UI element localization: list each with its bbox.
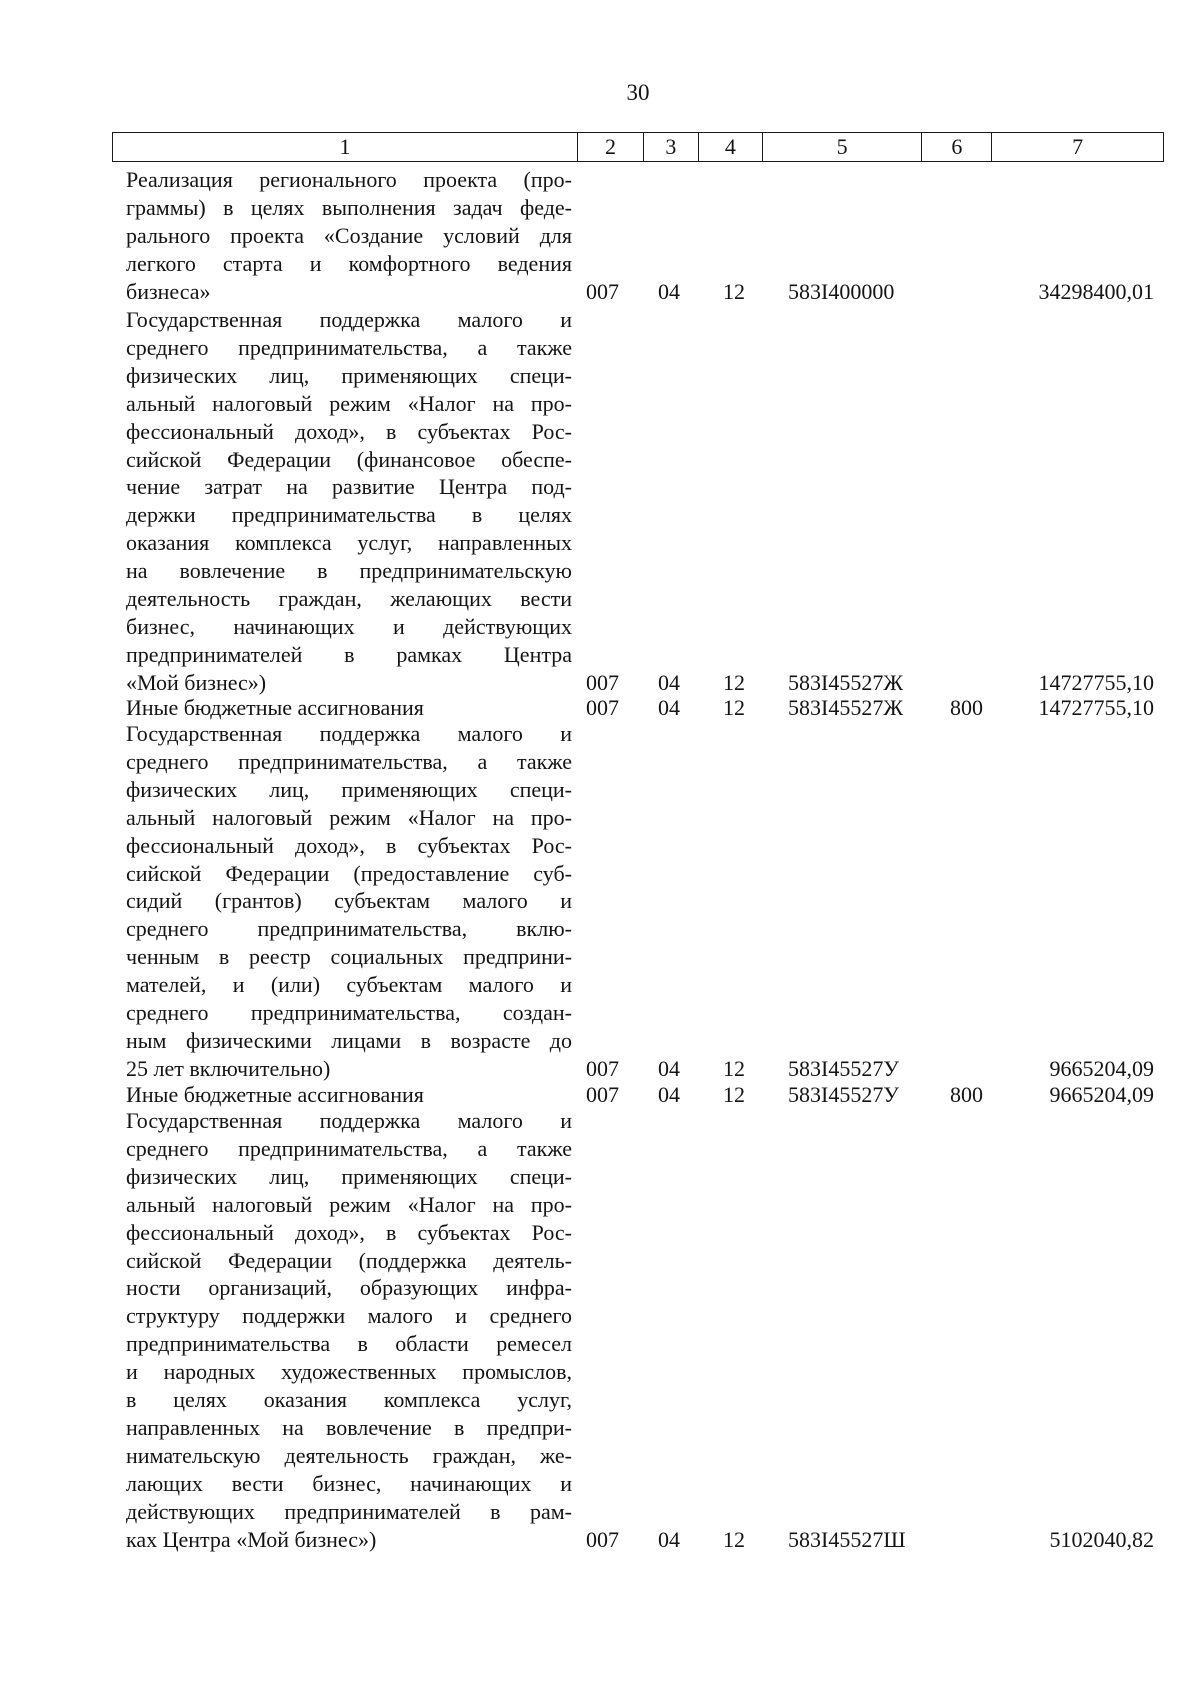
cell-col-7: 14727755,10 — [1038, 669, 1154, 695]
cell-col-3: 04 — [658, 695, 680, 720]
description-line: и народных художественных промыслов, — [126, 1359, 572, 1385]
cell-col-2: 007 — [586, 695, 619, 720]
description-line: деятельность граждан, желающих вести — [126, 586, 572, 612]
description-line: ченным в реестр социальных предприни- — [126, 944, 572, 970]
description-line: фессиональный доход», в субъектах Рос- — [126, 1219, 572, 1245]
description-line: в целях оказания комплекса услуг, — [126, 1387, 572, 1413]
description-line: среднего предпринимательства, а также — [126, 1135, 572, 1161]
cell-col-4: 12 — [723, 695, 745, 720]
cell-col-4: 12 — [723, 669, 745, 695]
description-line: ности организаций, образующих инфра- — [126, 1275, 572, 1301]
description-line: 25 лет включительно) — [126, 1055, 331, 1081]
description-line: чение затрат на развитие Центра под- — [126, 474, 572, 500]
description-line: ным физическими лицами в возрасте до — [126, 1027, 572, 1053]
description-line: альный налоговый режим «Налог на про- — [126, 390, 572, 416]
description-line: нимательскую деятельность граждан, же- — [126, 1442, 572, 1468]
cell-col-3: 04 — [658, 1055, 680, 1081]
description-line: среднего предпринимательства, а также — [126, 334, 572, 360]
description-line: альный налоговый режим «Налог на про- — [126, 804, 572, 830]
header-col-7: 7 — [1072, 134, 1084, 159]
description-line: структуру поддержки малого и среднего — [126, 1303, 572, 1329]
header-col-1: 1 — [113, 133, 578, 161]
row-description — [126, 694, 572, 722]
cell-col-5: 583I400000 — [788, 278, 895, 304]
cell-col-3: 04 — [658, 669, 680, 695]
description-line: на вовлечение в предпринимательскую — [126, 558, 572, 584]
description-line: сийской Федерации (финансовое обеспе- — [126, 446, 572, 472]
description-line: действующих предпринимателей в рам- — [126, 1498, 572, 1524]
header-col-2: 2 — [578, 133, 644, 161]
cell-col-4: 12 — [723, 278, 745, 304]
description-line: физических лиц, применяющих специ- — [126, 1163, 572, 1189]
cell-col-3: 04 — [658, 1526, 680, 1552]
row-description — [126, 1107, 572, 1554]
description-line: Государственная поддержка малого и — [126, 721, 572, 746]
description-line: бизнеса» — [126, 278, 211, 304]
cell-col-6: 800 — [950, 1082, 983, 1107]
page-number: 30 — [626, 80, 650, 105]
cell-col-4: 12 — [723, 1082, 745, 1107]
description-line: оказания комплекса услуг, направленных — [126, 530, 572, 556]
description-line: Иные бюджетные ассигнования — [126, 1082, 424, 1107]
cell-col-3: 04 — [658, 1082, 680, 1107]
header-col-4: 4 — [699, 133, 763, 161]
description-line: направленных на вовлечение в предпри- — [126, 1414, 572, 1440]
description-line: фессиональный доход», в субъектах Рос- — [126, 832, 572, 858]
description-line: альный налоговый режим «Налог на про- — [126, 1191, 572, 1217]
cell-col-2: 007 — [586, 278, 619, 304]
cell-col-7: 9665204,09 — [1049, 1055, 1154, 1081]
description-line: среднего предпринимательства, вклю- — [126, 916, 572, 942]
description-line: «Мой бизнес») — [126, 669, 267, 695]
cell-col-2: 007 — [586, 1082, 619, 1107]
row-description — [126, 166, 572, 306]
description-line: Государственная поддержка малого и — [126, 1108, 572, 1133]
cell-col-4: 12 — [723, 1526, 745, 1552]
cell-col-5: 583I45527У — [788, 1082, 899, 1107]
description-line: держки предпринимательства в целях — [126, 502, 572, 528]
description-line: физических лиц, применяющих специ- — [126, 362, 572, 388]
description-line: сидий (грантов) субъектам малого и — [126, 888, 572, 914]
cell-col-2: 007 — [586, 1055, 619, 1081]
header-col-5: 5 — [763, 133, 923, 161]
description-line: сийской Федерации (поддержка деятель- — [126, 1247, 572, 1273]
header-col-3: 3 — [644, 133, 699, 161]
cell-col-7: 14727755,10 — [1038, 695, 1154, 720]
description-line: легкого старта и комфортного ведения — [126, 250, 572, 276]
cell-col-2: 007 — [586, 669, 619, 695]
cell-col-5: 583I45527У — [788, 1055, 899, 1081]
cell-col-3: 04 — [658, 278, 680, 304]
table-header — [112, 132, 1164, 162]
cell-col-7: 5102040,82 — [1049, 1526, 1154, 1552]
description-line: Реализация регионального проекта (про- — [126, 167, 572, 192]
cell-col-5: 583I45527Ш — [788, 1526, 906, 1552]
description-line: ках Центра «Мой бизнес») — [126, 1526, 377, 1552]
description-line: рального проекта «Создание условий для — [126, 222, 572, 248]
description-line: бизнес, начинающих и действующих — [126, 613, 572, 639]
header-col-6: 6 — [922, 133, 992, 161]
cell-col-6: 800 — [950, 695, 983, 720]
description-line: Иные бюджетные ассигнования — [126, 695, 424, 720]
description-line: мателей, и (или) субъектам малого и — [126, 972, 572, 998]
row-description — [126, 1081, 572, 1109]
row-description — [126, 306, 572, 697]
description-line: лающих вести бизнес, начинающих и — [126, 1470, 572, 1496]
description-line: фессиональный доход», в субъектах Рос- — [126, 418, 572, 444]
description-line: среднего предпринимательства, а также — [126, 748, 572, 774]
row-description — [126, 720, 572, 1083]
description-line: предпринимательства в области ремесел — [126, 1331, 572, 1357]
cell-col-5: 583I45527Ж — [788, 695, 904, 720]
description-line: предпринимателей в рамках Центра — [126, 641, 572, 667]
description-line: Государственная поддержка малого и — [126, 307, 572, 332]
description-line: среднего предпринимательства, создан- — [126, 1000, 572, 1026]
cell-col-5: 583I45527Ж — [788, 669, 904, 695]
cell-col-2: 007 — [586, 1526, 619, 1552]
description-line: сийской Федерации (предоставление суб- — [126, 860, 572, 886]
cell-col-7: 9665204,09 — [1049, 1082, 1154, 1107]
description-line: граммы) в целях выполнения задач феде- — [126, 194, 572, 220]
description-line: физических лиц, применяющих специ- — [126, 776, 572, 802]
cell-col-4: 12 — [723, 1055, 745, 1081]
cell-col-7: 34298400,01 — [1038, 278, 1154, 304]
